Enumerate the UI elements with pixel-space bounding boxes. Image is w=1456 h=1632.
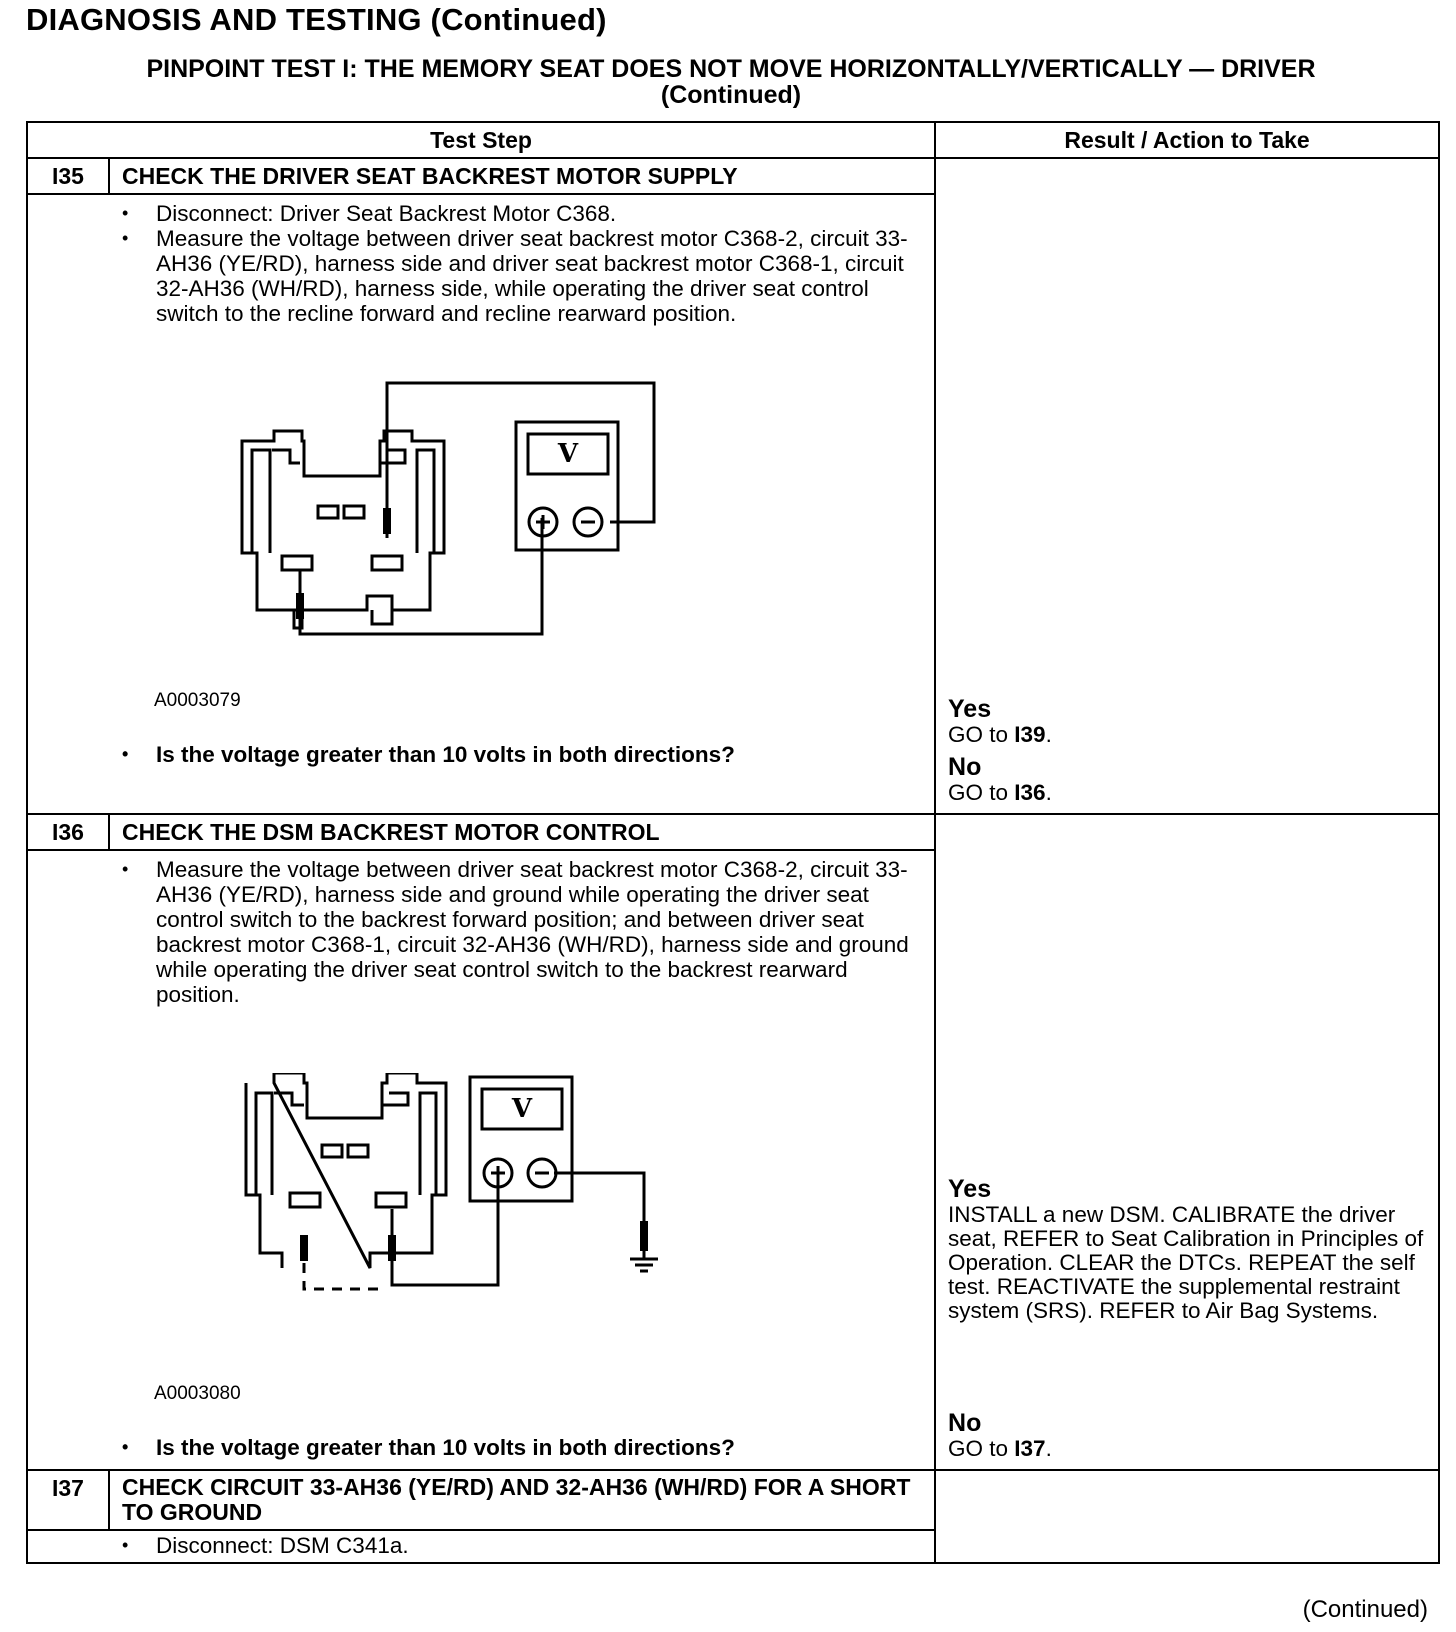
step-i36-result [935,814,1439,1470]
no-target: I36 [1014,780,1046,805]
pin-slot [348,1145,368,1157]
step-i36-question [122,1435,934,1460]
connector-latch-right [417,450,434,553]
step-id: I37 [27,1470,109,1530]
pin-slot [344,506,364,518]
figure-id: A0003079 [154,690,241,711]
figure-a0003079-diagram [222,378,682,678]
lead-positive-wire [300,518,542,634]
step-i36-content [27,850,935,1470]
connector-bottom-tab [372,610,392,624]
step-title: CHECK THE DSM BACKREST MOTOR CONTROL [109,814,935,850]
probe-tip [383,508,391,534]
bullet-item: • Measure the voltage between driver seat backrest motor C368-2, circuit 33-AH36 (YE/RD), harness side and ground while operating the driver seat control switch to the backrest forward position; and between driver seat backrest motor C368-1, circuit 32-AH36 (WH/RD), harness side and ground while operating the driver seat control switch to the backrest rearward position. [122,857,934,1007]
step-i37-bullets [122,1533,934,1558]
lead-negative-wire [554,1173,644,1223]
question-text: • Is the voltage greater than 10 volts in both directions? [122,742,934,767]
terminal-c368-1 [282,556,312,570]
connector-latch-right [420,1093,436,1195]
pinpoint-test-title-line2: (Continued) [660,81,802,109]
step-i35-bullets [122,201,934,326]
plus-sign [491,1166,505,1180]
voltmeter-label: V [511,1094,533,1124]
terminal-c368-2 [372,556,402,570]
table-header-row [27,122,1439,158]
step-title: CHECK CIRCUIT 33-AH36 (YE/RD) AND 32-AH36 (WH/RD) FOR A SHORT TO GROUND [109,1470,935,1530]
yes-action: INSTALL a new DSM. CALIBRATE the driver seat, REFER to Seat Calibration in Principles of Operation. CLEAR the DTCs. REPEAT the self test. REACTIVATE the supplemental restraint system (SRS). REFER to Air Bag Systems. [948,1202,1424,1323]
question-text: • Is the voltage greater than 10 volts in both directions? [122,1435,934,1460]
probe-tip [296,593,304,619]
connector-c368-illustration [242,431,444,628]
connector-housing-outline [246,1073,446,1268]
step-i35-result [935,158,1439,814]
step-i37-content [27,1530,935,1563]
yes-label: Yes [948,695,992,723]
pin-slot [318,506,338,518]
yes-label: Yes [948,1175,992,1203]
probe-tip [300,1235,308,1261]
lead-negative-wire [387,383,654,538]
step-id: I36 [27,814,109,850]
probe-tip [388,1235,396,1261]
connector-latch-left [256,1093,272,1195]
probe-tip [640,1221,648,1251]
voltmeter-label: V [557,439,579,469]
step-i35-header [27,158,1439,194]
connector-housing-outline [242,431,444,610]
terminal-c368-1 [290,1193,320,1207]
no-prefix: GO to [948,780,1015,805]
page-title: DIAGNOSIS AND TESTING (Continued) [26,2,607,37]
pinpoint-test-table [26,121,1440,1564]
yes-action: GO to I39. [948,722,1052,747]
bullet-item: • Measure the voltage between driver seat backrest motor C368-2, circuit 33-AH36 (YE/RD), harness side and driver seat backrest motor C368-1, circuit 32-AH36 (WH/RD), harness side, while operating the driver seat control switch to the recline forward and recline rearward position. [122,226,934,326]
pinpoint-test-title-line1: PINPOINT TEST I: THE MEMORY SEAT DOES NOT MOVE HORIZONTALLY/VERTICALLY — DRIVER [146,55,1316,83]
connector-top-right-tab [382,1093,408,1105]
pinpoint-test-title [26,56,1436,108]
step-i36-header [27,814,1439,850]
step-i37-header [27,1470,1439,1530]
figure-id: A0003080 [154,1383,241,1404]
connector-c368-illustration [246,1073,446,1268]
col-test-step: Test Step [27,122,935,158]
step-i36-bullets [122,857,934,1007]
step-i35-question [122,742,934,767]
plus-sign [536,515,550,529]
step-i37-result [935,1470,1439,1563]
test-leads [304,1173,658,1289]
bullet-item: • Disconnect: Driver Seat Backrest Motor C368. [122,201,934,226]
bullet-item: • Disconnect: DSM C341a. [122,1533,934,1558]
connector-top-right-tab [380,450,405,463]
connector-latch-left [252,450,270,553]
no-target: I37 [1014,1436,1046,1461]
continued-footer: (Continued) [1302,1596,1428,1623]
figure-a0003080-diagram [222,1073,682,1333]
yes-prefix: GO to [948,722,1015,747]
no-action: GO to I37. [948,1436,1052,1461]
col-result-action: Result / Action to Take [935,122,1439,158]
ground-symbol-icon [630,1251,658,1271]
step-title: CHECK THE DRIVER SEAT BACKREST MOTOR SUPPLY [109,158,935,194]
yes-target: I39 [1014,722,1046,747]
no-prefix: GO to [948,1436,1015,1461]
no-label: No [948,753,982,781]
no-action: GO to I36. [948,780,1052,805]
connector-top-left-tab [272,450,300,463]
pin-slot [322,1145,342,1157]
step-i35-content [27,194,935,814]
terminal-c368-2 [376,1193,406,1207]
no-label: No [948,1409,982,1437]
step-id: I35 [27,158,109,194]
